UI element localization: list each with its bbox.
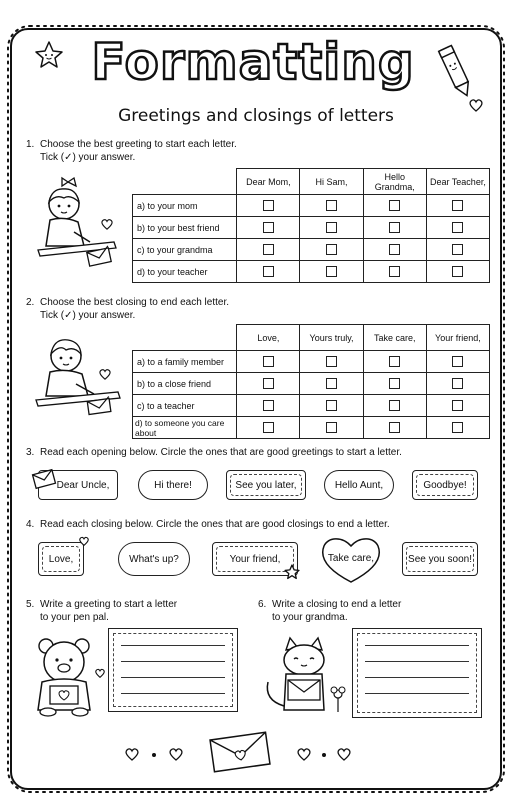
heart-icon <box>100 218 114 230</box>
row-label: b) to your best friend <box>133 217 237 239</box>
tick-box[interactable] <box>263 200 274 211</box>
column-header: Hello Grandma, <box>363 169 426 195</box>
tick-box[interactable] <box>326 400 337 411</box>
option-take-care[interactable]: Take care, <box>327 553 375 564</box>
tick-box[interactable] <box>452 422 463 433</box>
greetings-table <box>132 168 490 283</box>
tick-box[interactable] <box>389 422 400 433</box>
tick-box[interactable] <box>326 244 337 255</box>
column-header: Your friend, <box>426 325 489 351</box>
star-icon <box>34 40 64 70</box>
tick-box[interactable] <box>452 266 463 277</box>
tick-box[interactable] <box>389 356 400 367</box>
writing-box-greeting[interactable] <box>108 628 238 712</box>
tick-box[interactable] <box>263 356 274 367</box>
question-5: 5. Write a greeting to start a letter to your pen pal. <box>26 599 178 623</box>
row-label: c) to a teacher <box>133 395 237 417</box>
cat-icon <box>258 636 348 716</box>
table-row <box>133 373 490 395</box>
question-4-text: Read each closing below. Circle the ones that are good closings to end a letter. <box>40 519 390 530</box>
column-header: Hi Sam, <box>300 169 363 195</box>
tick-box[interactable] <box>263 266 274 277</box>
option-hi-there[interactable]: Hi there! <box>138 470 208 500</box>
tick-box[interactable] <box>263 244 274 255</box>
question-3: 3. Read each opening below. Circle the ones that are good greetings to start a letter. <box>26 447 402 458</box>
column-header: Take care, <box>363 325 426 351</box>
tick-box[interactable] <box>326 378 337 389</box>
tick-box[interactable] <box>452 378 463 389</box>
option-see-you-later[interactable]: See you later, <box>226 470 306 500</box>
tick-box[interactable] <box>389 244 400 255</box>
question-6: 6. Write a closing to end a letter to your grandma. <box>258 599 402 623</box>
question-1-text: Choose the best greeting to start each letter. <box>40 139 237 150</box>
tick-box[interactable] <box>326 222 337 233</box>
option-your-friend[interactable]: Your friend, <box>212 542 298 576</box>
table-row <box>133 395 490 417</box>
option-dear-uncle[interactable]: Dear Uncle, <box>38 470 118 500</box>
hearts-row-right <box>290 746 360 762</box>
teddy-bear-icon <box>30 636 100 716</box>
row-label: d) to someone you care about <box>133 417 237 439</box>
tick-box[interactable] <box>326 356 337 367</box>
tick-box[interactable] <box>263 222 274 233</box>
tick-box[interactable] <box>389 400 400 411</box>
question-2: 2. Choose the best closing to end each letter. Tick (✓) your answer. <box>26 296 486 322</box>
column-header: Dear Mom, <box>237 169 300 195</box>
table-row <box>133 261 490 283</box>
row-label: c) to your grandma <box>133 239 237 261</box>
tick-box[interactable] <box>389 222 400 233</box>
writing-box-closing[interactable] <box>352 628 482 718</box>
option-whats-up[interactable]: What's up? <box>118 542 190 576</box>
star-icon <box>284 564 300 580</box>
column-header: Love, <box>237 325 300 351</box>
question-1-instruction: Tick (✓) your answer. <box>40 152 136 163</box>
table-row <box>133 217 490 239</box>
tick-box[interactable] <box>452 400 463 411</box>
question-2-text: Choose the best closing to end each letter. <box>40 297 230 308</box>
heart-icon <box>98 368 112 380</box>
tick-box[interactable] <box>452 200 463 211</box>
heart-icon <box>78 536 90 546</box>
envelope-icon <box>32 470 56 488</box>
option-see-you-soon[interactable]: See you soon! <box>402 542 478 576</box>
table-row <box>133 195 490 217</box>
question-4: 4. Read each closing below. Circle the ones that are good closings to end a letter. <box>26 519 390 530</box>
tick-box[interactable] <box>452 222 463 233</box>
option-goodbye[interactable]: Goodbye! <box>412 470 478 500</box>
heart-icon <box>94 668 106 678</box>
row-label: a) to your mom <box>133 195 237 217</box>
question-1: 1. Choose the best greeting to start each letter. Tick (✓) your answer. <box>26 138 486 164</box>
table-row <box>133 417 490 439</box>
tick-box[interactable] <box>389 200 400 211</box>
tick-box[interactable] <box>389 378 400 389</box>
row-label: d) to your teacher <box>133 261 237 283</box>
table-row <box>133 351 490 373</box>
column-header: Yours truly, <box>300 325 363 351</box>
tick-box[interactable] <box>452 244 463 255</box>
tick-box[interactable] <box>326 422 337 433</box>
tick-box[interactable] <box>389 266 400 277</box>
pencil-icon <box>436 42 476 102</box>
tick-box[interactable] <box>326 200 337 211</box>
hearts-row-left <box>124 746 194 762</box>
tick-box[interactable] <box>452 356 463 367</box>
tick-box[interactable] <box>326 266 337 277</box>
page-subtitle: Greetings and closings of letters <box>118 106 394 126</box>
option-love[interactable]: Love, <box>38 542 84 576</box>
question-2-instruction: Tick (✓) your answer. <box>40 310 136 321</box>
row-label: a) to a family member <box>133 351 237 373</box>
column-header: Dear Teacher, <box>426 169 489 195</box>
envelope-icon <box>208 730 272 774</box>
page-title: Formatting <box>91 33 415 91</box>
option-hello-aunt[interactable]: Hello Aunt, <box>324 470 394 500</box>
tick-box[interactable] <box>263 400 274 411</box>
tick-box[interactable] <box>263 422 274 433</box>
question-3-text: Read each opening below. Circle the ones that are good greetings to start a letter. <box>40 447 402 458</box>
table-row <box>133 239 490 261</box>
row-label: b) to a close friend <box>133 373 237 395</box>
closings-table <box>132 324 490 439</box>
tick-box[interactable] <box>263 378 274 389</box>
